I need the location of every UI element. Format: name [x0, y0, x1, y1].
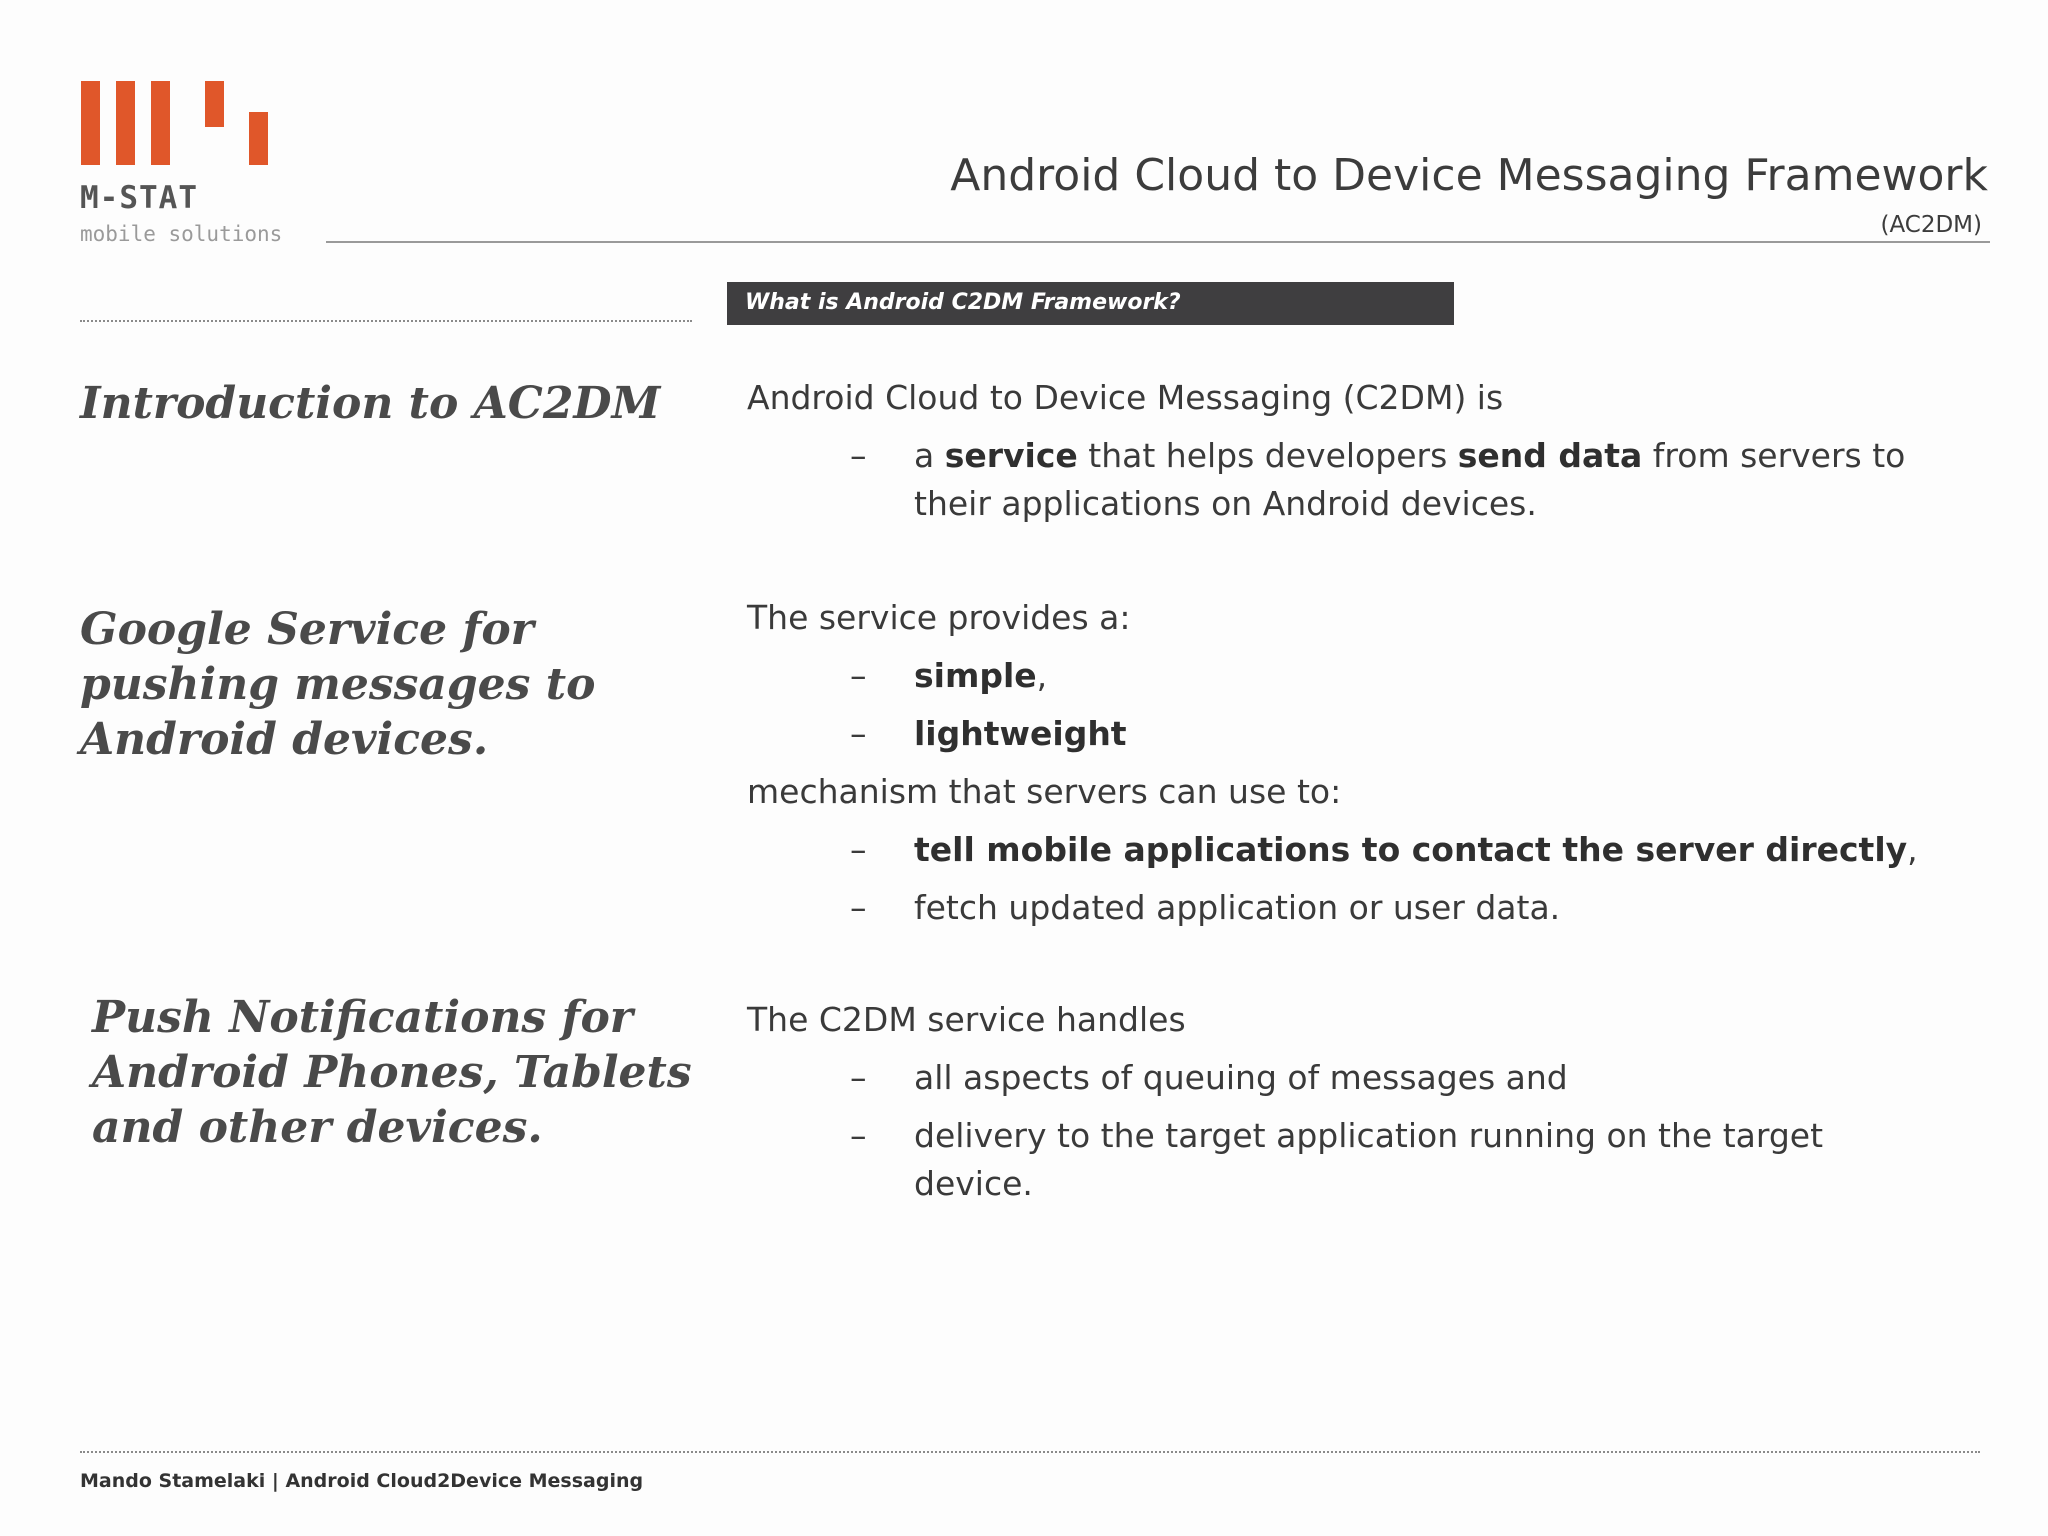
- bullet-dash: –: [850, 656, 867, 695]
- logo-tagline: mobile solutions: [80, 222, 283, 246]
- slide-subtitle: (AC2DM): [1880, 212, 1982, 238]
- bullet-dash: –: [850, 1058, 867, 1097]
- footer-text: Mando Stamelaki | Android Cloud2Device Messaging: [80, 1470, 644, 1492]
- bullet-fetch-data: fetch updated application or user data.: [914, 888, 1561, 927]
- sidebar-heading-intro: Introduction to AC2DM: [80, 378, 661, 429]
- bullet-dash: –: [850, 1116, 867, 1155]
- header-divider: [326, 241, 1990, 243]
- bullet-lightweight: lightweight: [914, 714, 1127, 753]
- m-stat-logo: [78, 76, 298, 256]
- paragraph-mechanism: mechanism that servers can use to:: [747, 772, 1342, 811]
- bullet-simple: simple,: [914, 656, 1048, 695]
- paragraph-intro: Android Cloud to Device Messaging (C2DM) is: [747, 378, 1504, 417]
- sidebar-heading-google-service: Google Service for pushing messages to Android devices.: [80, 604, 596, 765]
- paragraph-service-provides: The service provides a:: [747, 598, 1131, 637]
- sidebar-divider: [80, 320, 692, 322]
- section-label-bar: [727, 282, 1454, 325]
- slide-title: Android Cloud to Device Messaging Framework: [950, 150, 1988, 201]
- bullet-dash: –: [850, 830, 867, 869]
- bullet-dash: –: [850, 436, 867, 475]
- bullet-queuing: all aspects of queuing of messages and: [914, 1058, 1568, 1097]
- bullet-delivery: delivery to the target application running on the target device.: [914, 1116, 1824, 1203]
- bullet-service-definition: a service that helps developers send data from servers to their applications on Android devices.: [914, 436, 1906, 523]
- sidebar-heading-push-notifications: Push Notifications for Android Phones, Tablets and other devices.: [92, 992, 692, 1153]
- paragraph-c2dm-handles: The C2DM service handles: [747, 1000, 1186, 1039]
- logo-name: M-STAT: [80, 180, 198, 216]
- footer-divider: [80, 1451, 1980, 1453]
- section-label: What is Android C2DM Framework?: [745, 290, 1181, 315]
- bullet-dash: –: [850, 888, 867, 927]
- bullet-dash: –: [850, 714, 867, 753]
- bullet-tell-apps: tell mobile applications to contact the server directly,: [914, 830, 1918, 869]
- logo-bars-icon: [78, 76, 278, 166]
